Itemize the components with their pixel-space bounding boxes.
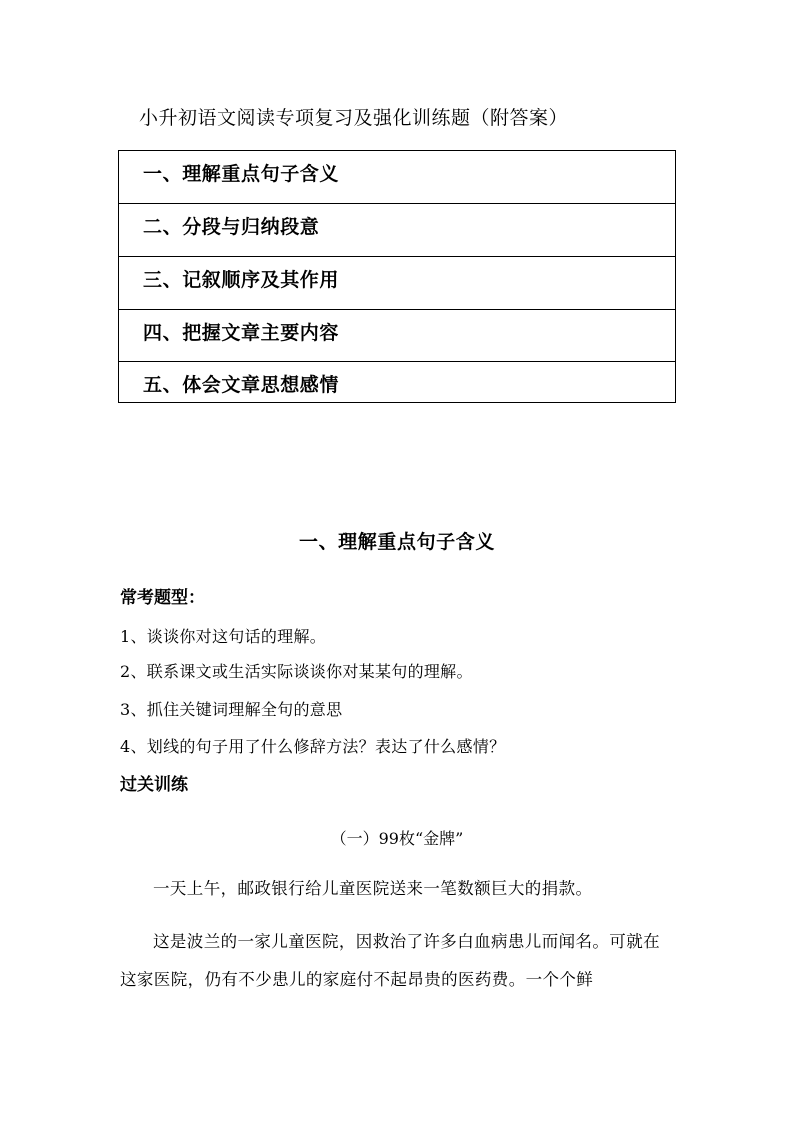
document-title: 小升初语文阅读专项复习及强化训练题（附答案） [139,107,569,129]
story-title: （一）99枚“金牌” [330,829,464,848]
paragraph-1: 一天上午，邮政银行给儿童医院送来一笔数额巨大的捐款。 [153,879,593,898]
question-item-2: 2、联系课文或生活实际谈谈你对某某句的理解。 [120,662,473,681]
training-label: 过关训练 [120,775,188,795]
question-types-label: 常考题型： [120,588,205,608]
toc-row [119,310,675,362]
toc-item-2: 二、分段与归纳段意 [143,216,320,238]
question-item-1: 1、谈谈你对这句话的理解。 [120,627,327,646]
section-heading: 一、理解重点句子含义 [298,531,495,553]
toc-item-1: 一、理解重点句子含义 [143,163,340,185]
toc-item-4: 四、把握文章主要内容 [143,322,340,344]
toc-row [119,151,675,204]
paragraph-2: 这是波兰的一家儿童医院，因救治了许多白血病患儿而闻名。可就在这家医院，仍有不少患儿的家庭付不起昂贵的医药费。一个个鲜 [120,932,660,989]
toc-row [119,362,675,404]
toc-item-5: 五、体会文章思想感情 [143,374,340,396]
question-item-4: 4、划线的句子用了什么修辞方法？表达了什么感情？ [120,737,506,756]
toc-row [119,257,675,310]
table-of-contents [118,150,676,403]
question-item-3: 3、抓住关键词理解全句的意思 [120,700,343,719]
toc-row [119,204,675,257]
toc-item-3: 三、记叙顺序及其作用 [143,269,340,291]
